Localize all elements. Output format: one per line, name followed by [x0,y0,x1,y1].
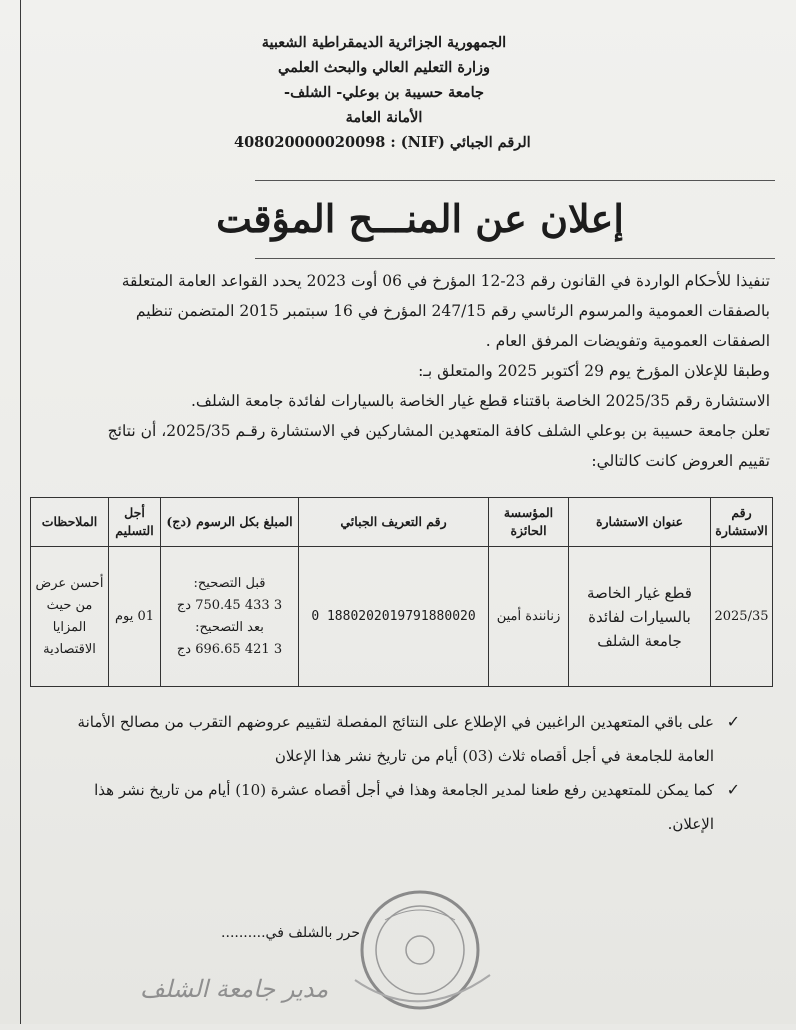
divider-bottom [255,258,775,259]
note-item [60,705,740,773]
header-tax-number: الرقم الجبائي (NIF) : 408020000020098 [234,134,531,151]
cell-amount [161,547,299,687]
column-header-amount: المبلغ بكل الرسوم (دج) [161,498,299,547]
director-signature: مدير جامعة الشلف [140,975,329,1003]
header-university: جامعة حسيبة بن بوعلي- الشلف- [284,84,484,101]
note-text: على باقي المتعهدين الراغبين في الإطلاع على النتائج المفصلة لتقييم عروضهم التقرب من مصالح الأمانة العامة للجامعة في أجل أقصاه ثلاث (03) أيام من تاريخ نشر هذا الإعلان [77,713,714,765]
body-paragraph-announcement: وطبقا للإعلان المؤرخ يوم 29 أكتوبر 2025 والمتعلق بـ: [418,362,770,380]
award-table [30,497,773,687]
column-header-remarks: الملاحظات [31,498,109,547]
header-republic: الجمهورية الجزائرية الديمقراطية الشعبية [261,34,507,51]
divider-top [255,180,775,181]
amount-before-label: قبل التصحيح: [193,575,266,591]
cell-tax-id: 1880202019791880020 0 [299,547,489,687]
amount-after-label: بعد التصحيح: [195,619,264,635]
document-title: إعلان عن المنـــح المؤقت [216,196,624,241]
body-paragraph-consultation: الاستشارة رقم 2025/35 الخاصة باقتناء قطع غيار الخاصة بالسيارات لفائدة جامعة الشلف. [191,392,770,410]
header-ministry: وزارة التعليم العالي والبحث العلمي [278,59,490,76]
amount-after-value: 3 421 696.65 دج [176,641,283,657]
cell-institution: زنانندة أمين [489,547,569,687]
document-header [234,30,534,155]
cell-number: 2025/35 [711,547,773,687]
column-header-institution: المؤسسة الحائزة [489,498,569,547]
column-header-tax-id: رقم التعريف الجبائي [299,498,489,547]
checkmark-icon: ✓ [726,712,740,731]
column-header-delivery: أجل التسليم [109,498,161,547]
checkmark-icon: ✓ [726,780,740,799]
document-body [80,266,770,476]
cell-remarks: أحسن عرض من حيث المزايا الاقتصادية [31,547,109,687]
table-row [31,547,773,687]
cell-delivery: 01 يوم [109,547,161,687]
note-text: كما يمكن للمتعهدين رفع طعنا لمدير الجامعة وهذا في أجل أقصاه عشرة (10) أيام من تاريخ نشر هذا الإعلان. [94,781,714,833]
body-paragraph-results: تعلن جامعة حسيبة بن بوعلي الشلف كافة المتعهدين المشاركين في الاستشارة رقـم 2025/35، أن نتائج تقييم العروض كانت كالتالي: [107,422,770,470]
body-paragraph-legal: تنفيذا للأحكام الواردة في القانون رقم 23-12 المؤرخ في 06 أوت 2023 يحدد القواعد العامة المتعلقة بالصفقات العمومية والمرسوم الرئاسي رقم 247/15 المؤرخ في 16 سبتمبر 2015 المتضمن تنظيم الصفقات العمومية وتفويضات المرفق العام . [121,272,770,350]
cell-subject: قطع غيار الخاصة بالسيارات لفائدة جامعة الشلف [569,547,711,687]
amount-before-value: 3 433 750.45 دج [176,597,283,613]
table-header-row [31,498,773,547]
notes-list [60,705,740,841]
column-header-subject: عنوان الاستشارة [569,498,711,547]
note-item [60,773,740,841]
official-stamp-icon [315,880,525,1030]
page-edge-line [20,0,21,1024]
column-header-number: رقم الاستشارة [711,498,773,547]
header-secretariat: الأمانة العامة [345,109,423,126]
signed-place-date: حرر بالشلف في.......... [221,925,360,941]
